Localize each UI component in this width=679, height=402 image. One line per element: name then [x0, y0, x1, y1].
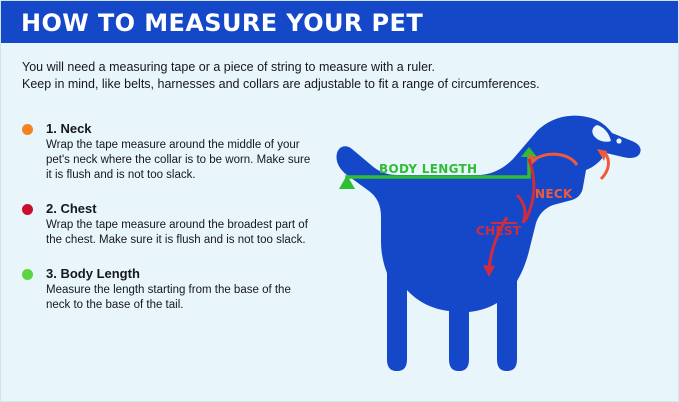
step-body-length-title: 3. Body Length [46, 266, 140, 281]
step-body-length-body: Measure the length starting from the base of the neck to the base of the tail. [46, 284, 291, 311]
bullet-body-length-icon [22, 269, 33, 280]
neck-label: NECK [535, 187, 573, 201]
step-chest-body: Wrap the tape measure around the broadest part of the chest. Make sure it is flush and is not too slack. [46, 219, 308, 246]
steps-list [22, 121, 312, 331]
step-chest-title: 2. Chest [46, 201, 97, 216]
header-bar [1, 1, 679, 43]
step-body-length [22, 266, 312, 313]
bullet-chest-icon [22, 204, 33, 215]
intro-text [22, 59, 642, 93]
step-chest [22, 201, 312, 248]
dog-illustration-svg [301, 97, 671, 397]
intro-line-1: You will need a measuring tape or a piece of string to measure with a ruler. [22, 60, 435, 74]
chest-label: CHEST [476, 224, 522, 238]
step-neck-title: 1. Neck [46, 121, 92, 136]
page-title: HOW TO MEASURE YOUR PET [21, 9, 424, 37]
intro-line-2: Keep in mind, like belts, harnesses and collars are adjustable to fit a range of circumferences. [22, 77, 540, 91]
dog-silhouette-icon [336, 116, 640, 371]
dog-diagram [301, 97, 671, 397]
body-length-label: BODY LENGTH [379, 162, 478, 176]
dog-eye-icon [616, 138, 621, 143]
step-neck-body: Wrap the tape measure around the middle of your pet's neck where the collar is to be worn. Make sure it is flush and is not too slack. [46, 139, 311, 181]
bullet-neck-icon [22, 124, 33, 135]
step-neck [22, 121, 312, 183]
